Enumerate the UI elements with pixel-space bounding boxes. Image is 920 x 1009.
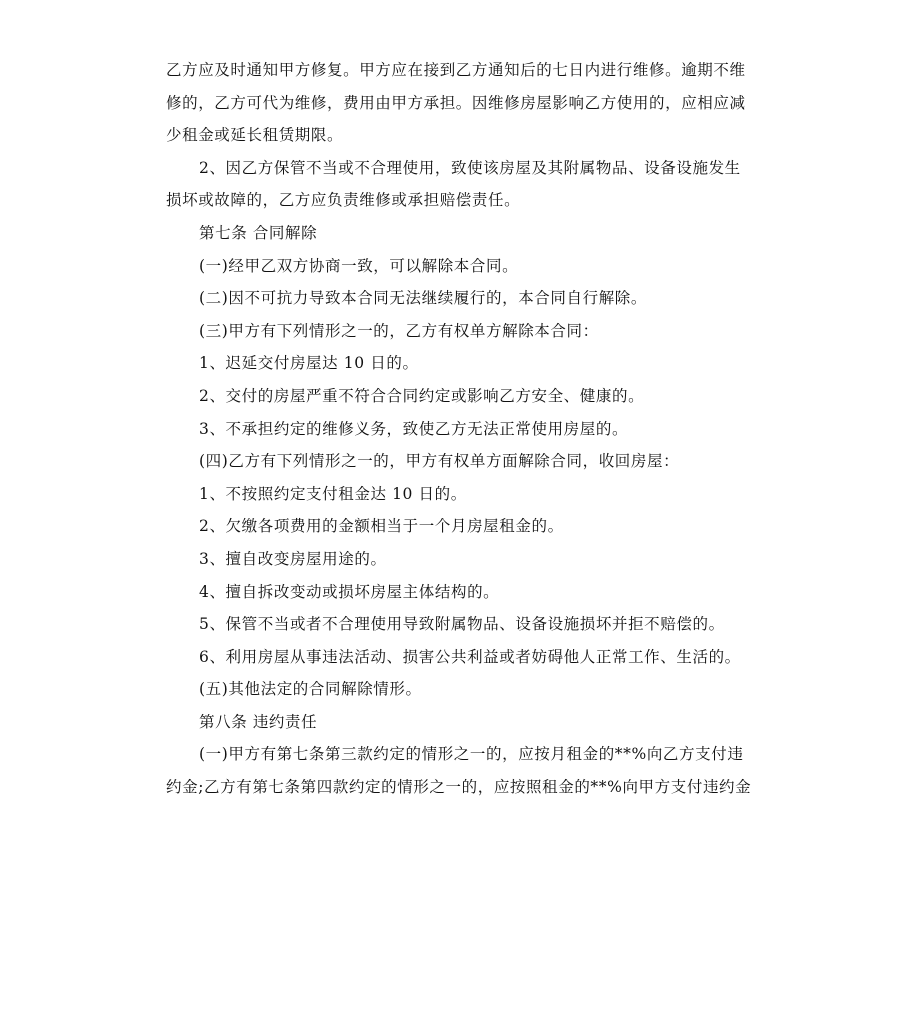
clause-line: (一)甲方有第七条第三款约定的情形之一的，应按月租金的**%向乙方支付违 <box>199 745 744 764</box>
clause-line: (二)因不可抗力导致本合同无法继续履行的，本合同自行解除。 <box>199 289 647 308</box>
list-item: 2、欠缴各项费用的金额相当于一个月房屋租金的。 <box>199 517 564 536</box>
list-item: 2、交付的房屋严重不符合合同约定或影响乙方安全、健康的。 <box>199 386 645 405</box>
list-item: 3、不承担约定的维修义务，致使乙方无法正常使用房屋的。 <box>199 419 629 438</box>
section-heading: 第八条 违约责任 <box>199 712 318 731</box>
list-item: 1、不按照约定支付租金达 10 日的。 <box>199 484 467 503</box>
paragraph-line: 损坏或故障的，乙方应负责维修或承担赔偿责任。 <box>166 191 521 210</box>
paragraph-line: 乙方应及时通知甲方修复。甲方应在接到乙方通知后的七日内进行维修。逾期不维 <box>166 61 746 79</box>
paragraph-line: 修的，乙方可代为维修，费用由甲方承担。因维修房屋影响乙方使用的，应相应减 <box>166 93 746 112</box>
paragraph-line: 2、因乙方保管不当或不合理使用，致使该房屋及其附属物品、设备设施发生 <box>199 158 741 177</box>
list-item: 5、保管不当或者不合理使用导致附属物品、设备设施损坏并拒不赔偿的。 <box>199 615 725 634</box>
paragraph-line: 约金;乙方有第七条第四款约定的情形之一的，应按照租金的**%向甲方支付违约金 <box>166 778 752 797</box>
paragraph-line: 少租金或延长租赁期限。 <box>166 126 344 145</box>
clause-line: (四)乙方有下列情形之一的，甲方有权单方面解除合同，收回房屋： <box>199 452 680 471</box>
clause-line: (五)其他法定的合同解除情形。 <box>199 680 422 699</box>
document-body <box>166 54 766 804</box>
list-item: 4、擅自拆改变动或损坏房屋主体结构的。 <box>199 582 500 601</box>
list-item: 3、擅自改变房屋用途的。 <box>199 549 387 568</box>
list-item: 6、利用房屋从事违法活动、损害公共利益或者妨碍他人正常工作、生活的。 <box>199 647 741 666</box>
list-item: 1、迟延交付房屋达 10 日的。 <box>199 354 419 373</box>
clause-line: (三)甲方有下列情形之一的，乙方有权单方解除本合同： <box>199 321 599 340</box>
clause-line: (一)经甲乙双方协商一致，可以解除本合同。 <box>199 256 519 275</box>
section-heading: 第七条 合同解除 <box>199 223 318 242</box>
